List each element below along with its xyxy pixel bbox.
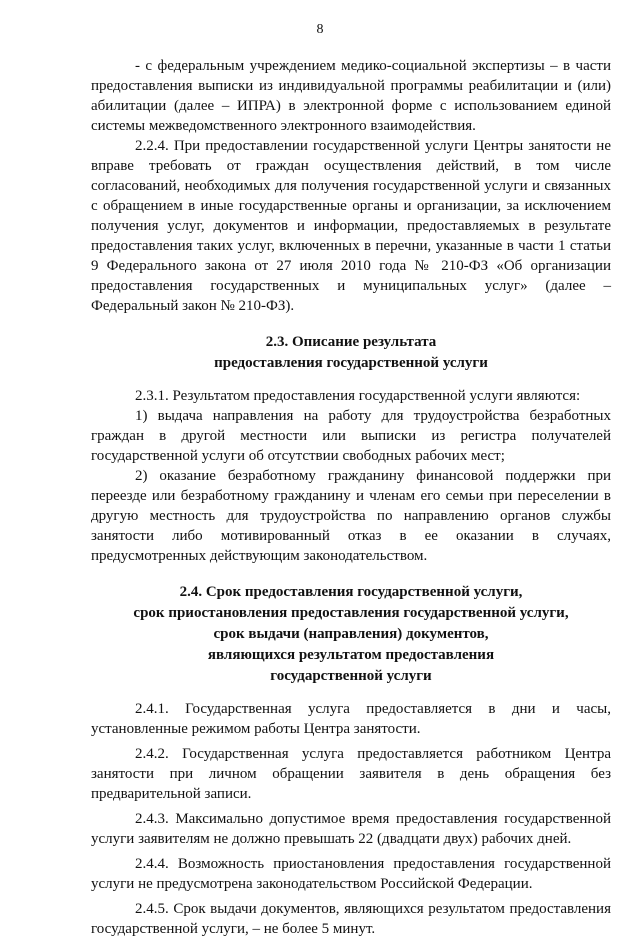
section-heading-line: 2.4. Срок предоставления государственной услуги, [179,584,523,600]
paragraph-2-3-1-item-1: 1) выдача направления на работу для трудоустройства безработных граждан в другой местности или выписки из регистра получателей государственной услуги об отсутствии свободных рабочих мест; [91,408,611,464]
paragraph-2-4-5: 2.4.5. Срок выдачи документов, являющихся результатом предоставления государственной услуги, – не более 5 минут. [91,901,611,937]
section-heading-line: срок приостановления предоставления государственной услуги, [133,605,569,621]
paragraph-2-4-4: 2.4.4. Возможность приостановления предоставления государственной услуги не предусмотрена законодательством Российской Федерации. [91,856,611,892]
paragraph-interaction-mse: - с федеральным учреждением медико-социальной экспертизы – в части предоставления выписки из индивидуальной программы реабилитации и (или) абилитации (далее – ИПРА) в электронной форме с использованием единой системы межведомственного электронного взаимодействия. [91,58,611,134]
paragraph-2-3-1-item-2: 2) оказание безработному гражданину финансовой поддержки при переезде или безработному гражданину и членам его семьи при переселении в другую местность для трудоустройства по направлению органов службы занятости либо мотивированный отказ в ее оказании в случаях, предусмотренных действующим законодательством. [91,468,611,564]
section-heading-line: являющихся результатом предоставления [207,647,495,663]
section-heading-line: срок выдачи (направления) документов, [213,626,489,642]
document-body [91,56,611,939]
paragraph-2-2-4: 2.2.4. При предоставлении государственной услуги Центры занятости не вправе требовать от граждан осуществления действий, в том числе согласований, необходимых для получения государственной услуги и связанных с обращением в иные государственные органы и организации, за исключением получения услуг, документов и информации, предоставляемых в результате предоставления таких услуг, включенных в перечни, указанные в части 1 статьи 9 Федерального закона от 27 июля 2010 года № 210-ФЗ «Об организации предоставления государственных и муниципальных услуг» (далее – Федеральный закон № 210-ФЗ). [91,138,611,314]
section-heading-line: предоставления государственной услуги [214,355,488,371]
section-heading-line: государственной услуги [270,668,432,684]
paragraph-2-4-1: 2.4.1. Государственная услуга предоставляется в дни и часы, установленные режимом работы Центра занятости. [91,701,611,737]
paragraph-2-3-1: 2.3.1. Результатом предоставления государственной услуги являются: [135,388,581,404]
paragraph-2-4-3: 2.4.3. Максимально допустимое время предоставления государственной услуги заявителям не должно превышать 22 (двадцати двух) рабочих дней. [91,811,611,847]
section-2-4-heading [91,582,611,687]
section-heading-line: 2.3. Описание результата [265,334,437,350]
section-2-3-heading [91,332,611,374]
paragraph-2-4-2: 2.4.2. Государственная услуга предоставляется работником Центра занятости при личном обращении заявителя в день обращения без предварительной записи. [91,746,611,802]
page-number: 8 [316,22,324,37]
